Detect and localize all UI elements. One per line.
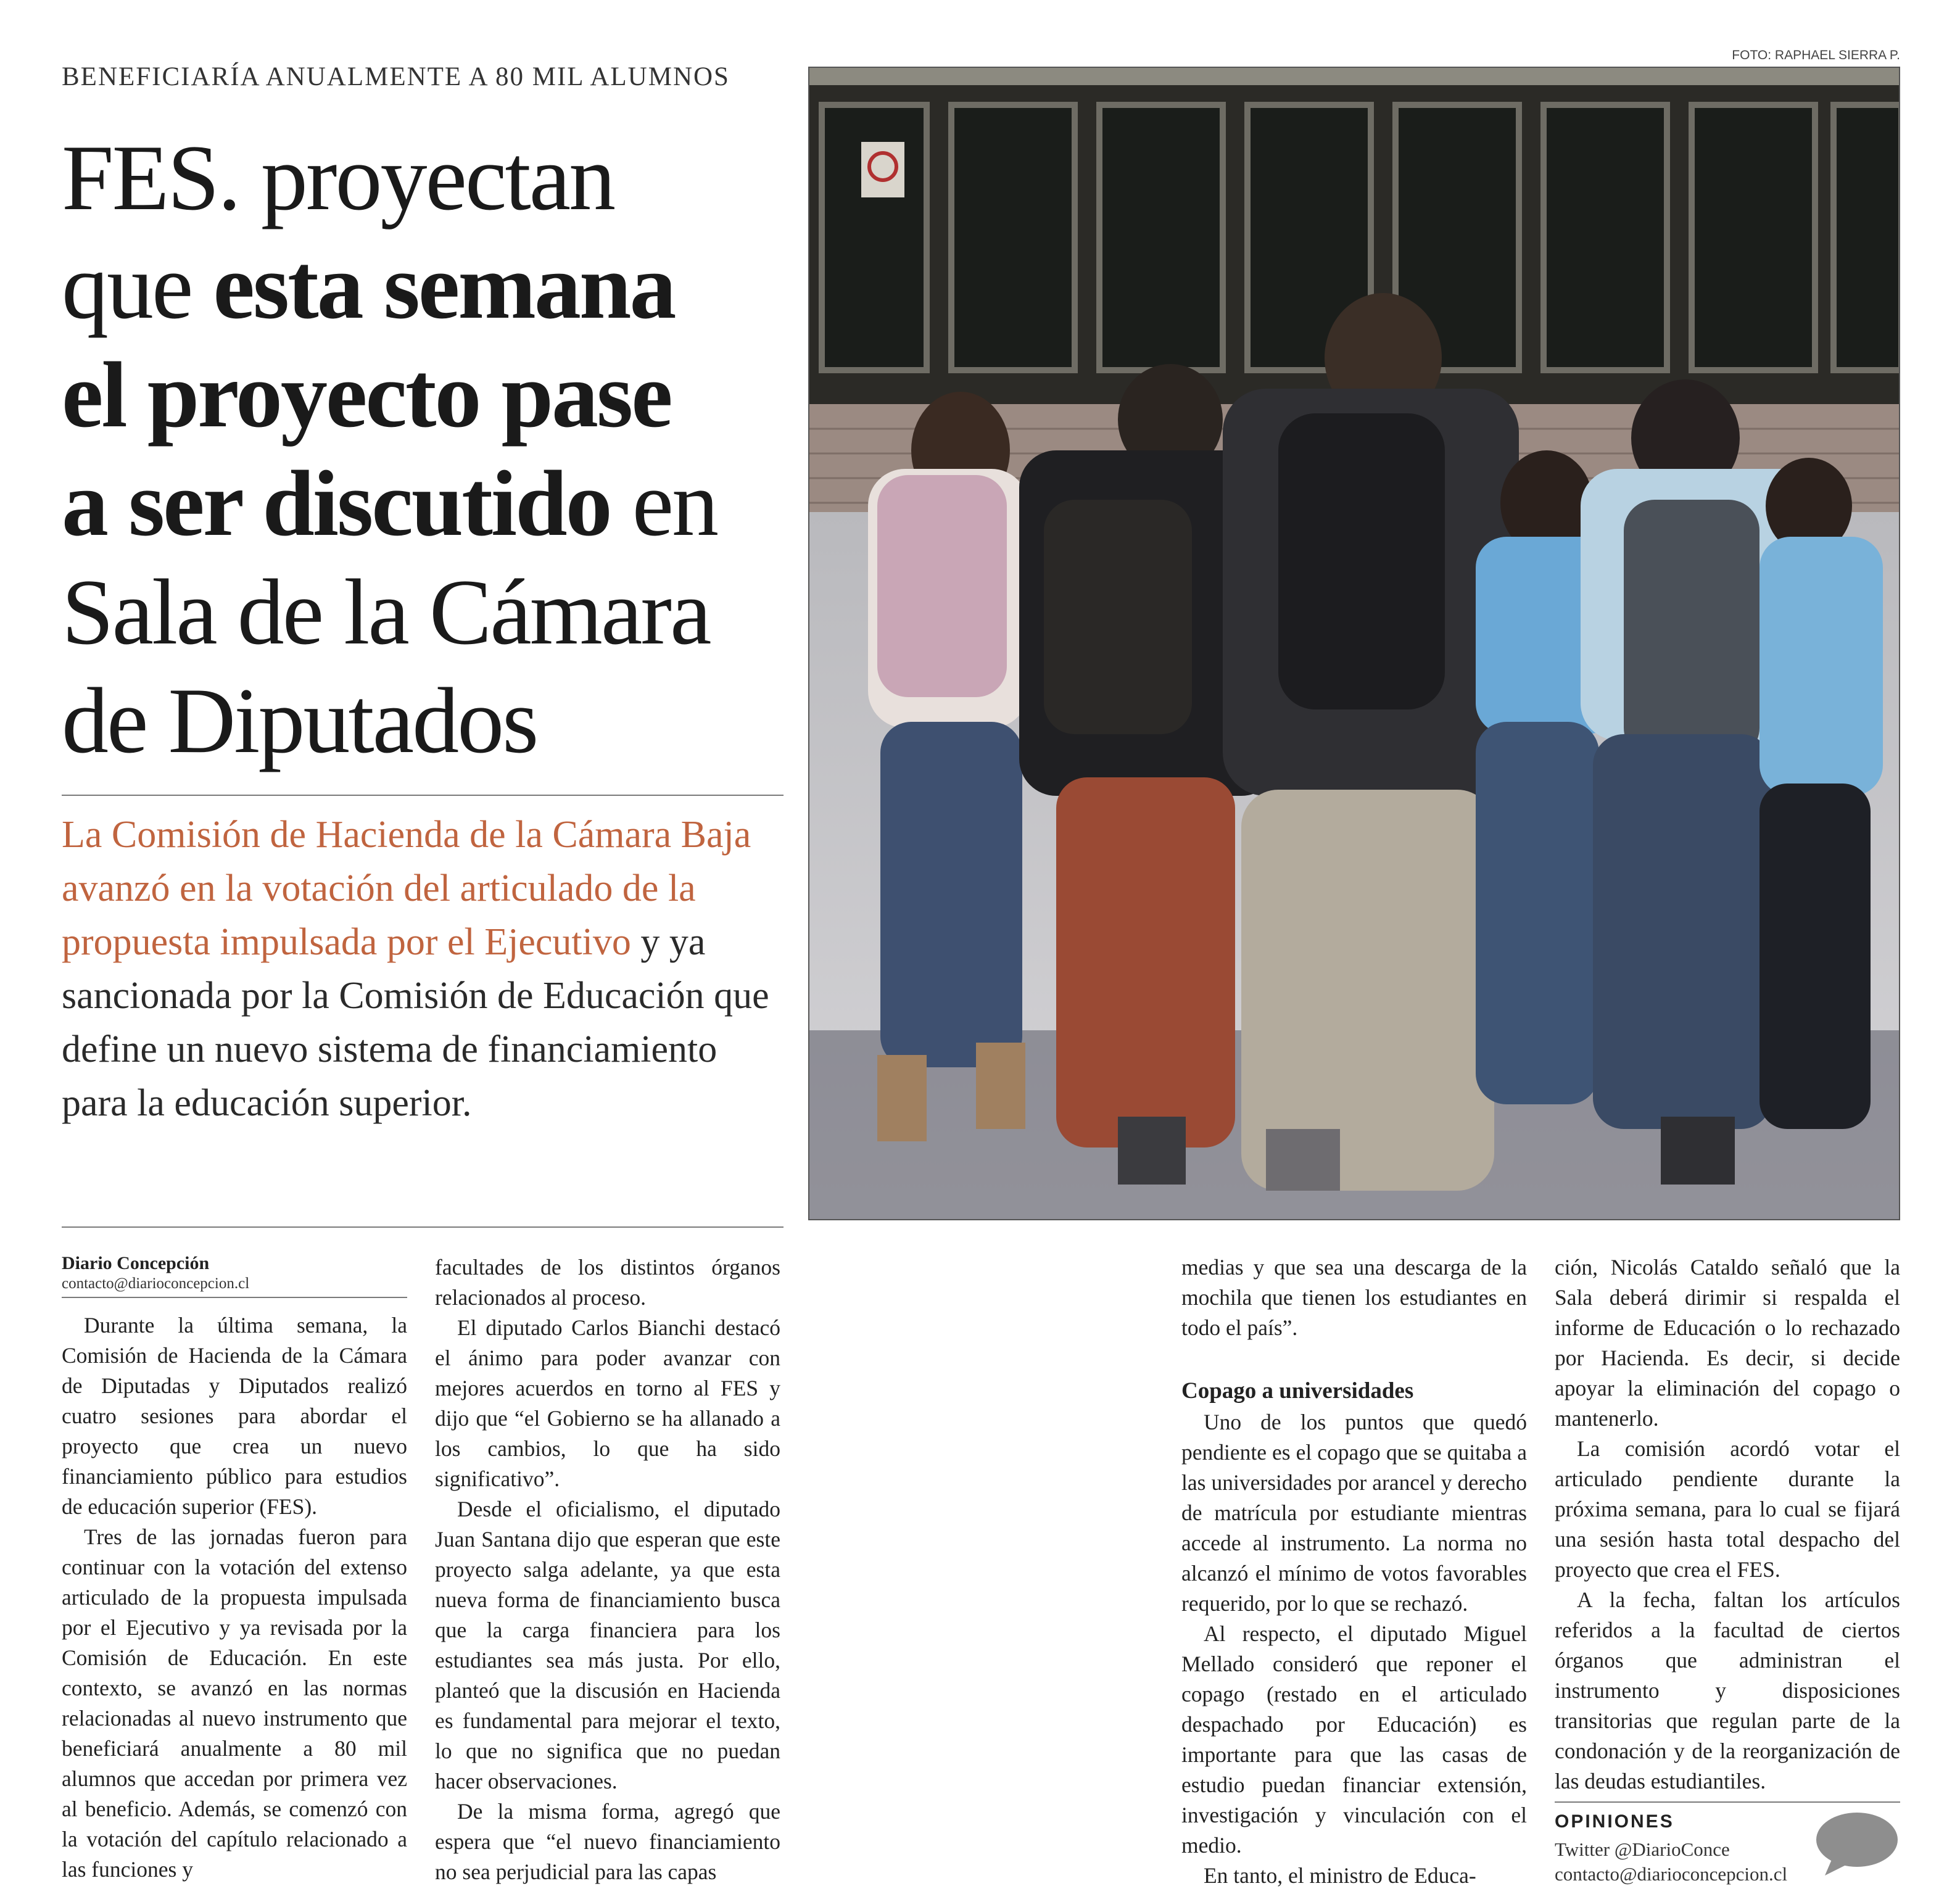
paragraph: facultades de los distintos órganos relacionados al proceso. (435, 1255, 780, 1310)
paragraph: De la misma forma, agregó que espera que “el nuevo financiamiento no sea perjudicial para las capas (435, 1799, 780, 1884)
headline (62, 123, 802, 775)
opiniones-title: OPINIONES (1555, 1811, 1674, 1832)
photo-credit: FOTO: RAPHAEL SIERRA P. (1732, 48, 1900, 62)
headline-line-5: Sala de la Cámara (62, 560, 710, 664)
column-4 (1555, 1252, 1900, 1797)
headline-line-1: FES. proyectan (62, 126, 614, 230)
deck-highlight: La Comisión de Hacienda de la Cámara Baja avanzó en la votación del articulado de la propuesta impulsada por el Ejecutivo (62, 814, 751, 963)
subhead: Copago a universidades (1181, 1378, 1414, 1404)
opiniones-box (1555, 1806, 1900, 1887)
headline-line-2: que esta semana (62, 234, 675, 338)
paragraph: Al respecto, el diputado Miguel Mellado consideró que reponer el copago (restado en el articulado despachado por Educación) es importante para que las casas de estudio puedan financiar extensión, investigación y vinculación con el medio. (1181, 1621, 1527, 1858)
headline-line-4: a ser discutido en (62, 452, 717, 555)
byline-name: Diario Concepción (62, 1253, 210, 1273)
paragraph: Tres de las jornadas fueron para continuar con la votación del extenso articulado de la propuesta impulsada por el Ejecutivo y ya revisada por la Comisión de Educación. En este contexto, se avanzó en las normas relacionadas al nuevo instrumento que beneficiará anualmente a 80 mil alumnos que accedan por primera vez al beneficio. Además, se comenzó con la votación del capítulo relacionado a las funciones y (62, 1524, 407, 1882)
column-1 (62, 1252, 407, 1885)
divider-top (62, 795, 784, 796)
kicker: BENEFICIARÍA ANUALMENTE A 80 MIL ALUMNOS (62, 62, 730, 91)
headline-line-3: el proyecto pase (62, 343, 671, 447)
byline-divider (62, 1297, 407, 1298)
byline-email: contacto@diarioconcepcion.cl (62, 1275, 250, 1292)
deck (62, 808, 784, 1130)
paragraph: Uno de los puntos que quedó pendiente es el copago que se quitaba a las universidades por arancel y derecho de matrícula por estudiante mientras accede al instrumento. La norma no alcanzó el mínimo de votos favorables requerido, por lo que se rechazó. (1181, 1410, 1527, 1616)
paragraph: ción, Nicolás Cataldo señaló que la Sala deberá dirimir si respalda el informe de Educación o lo rechazado por Hacienda. Es decir, si decide apoyar la eliminación del copago o mantenerlo. (1555, 1255, 1900, 1431)
headline-line-6: de Diputados (62, 669, 537, 772)
column-2 (435, 1252, 780, 1887)
column-3 (1181, 1252, 1527, 1891)
paragraph: Durante la última semana, la Comisión de Hacienda de la Cámara de Diputadas y Diputados realizó cuatro sesiones para abordar el proyecto que crea un nuevo financiamiento público para estudios de educación superior (FES). (62, 1313, 407, 1519)
speech-bubble-icon (1814, 1810, 1900, 1878)
paragraph: medias y que sea una descarga de la mochila que tienen los estudiantes en todo el país”. (1181, 1255, 1527, 1340)
paragraph: A la fecha, faltan los artículos referidos a la facultad de ciertos órganos que administran el instrumento y disposiciones transitorias que regulan parte de la condonación y de la reorganización de las deudas estudiantiles. (1555, 1587, 1900, 1793)
divider-bottom (62, 1226, 784, 1228)
paragraph: Desde el oficialismo, el diputado Juan Santana dijo que esperan que este proyecto salga adelante, ya que esta nueva forma de financiamiento busca que la carga financiera para los estudiantes sea más justa. Por ello, planteó que la discusión en Hacienda es fundamental para mejorar el texto, lo que no significa que no puedan hacer observaciones. (435, 1497, 780, 1793)
opiniones-twitter[interactable]: Twitter @DiarioConce (1555, 1838, 1730, 1860)
paragraph: La comisión acordó votar el articulado pendiente durante la próxima semana, para lo cual se fijará una sesión hasta total despacho del proyecto que crea el FES. (1555, 1436, 1900, 1582)
paragraph: El diputado Carlos Bianchi destacó el ánimo para poder avanzar con mejores acuerdos en torno al FES y dijo que “el Gobierno se ha allanado a los cambios, lo que ha sido significativo”. (435, 1315, 780, 1491)
opiniones-divider (1555, 1801, 1900, 1803)
opiniones-email[interactable]: contacto@diarioconcepcion.cl (1555, 1863, 1788, 1885)
photo (808, 67, 1900, 1220)
paragraph: En tanto, el ministro de Educa- (1204, 1863, 1476, 1888)
students-photo (809, 68, 1900, 1220)
deck-rest: y ya sancionada por la Comisión de Educación que define un nuevo sistema de financiamiento para la educación superior. (62, 921, 769, 1124)
